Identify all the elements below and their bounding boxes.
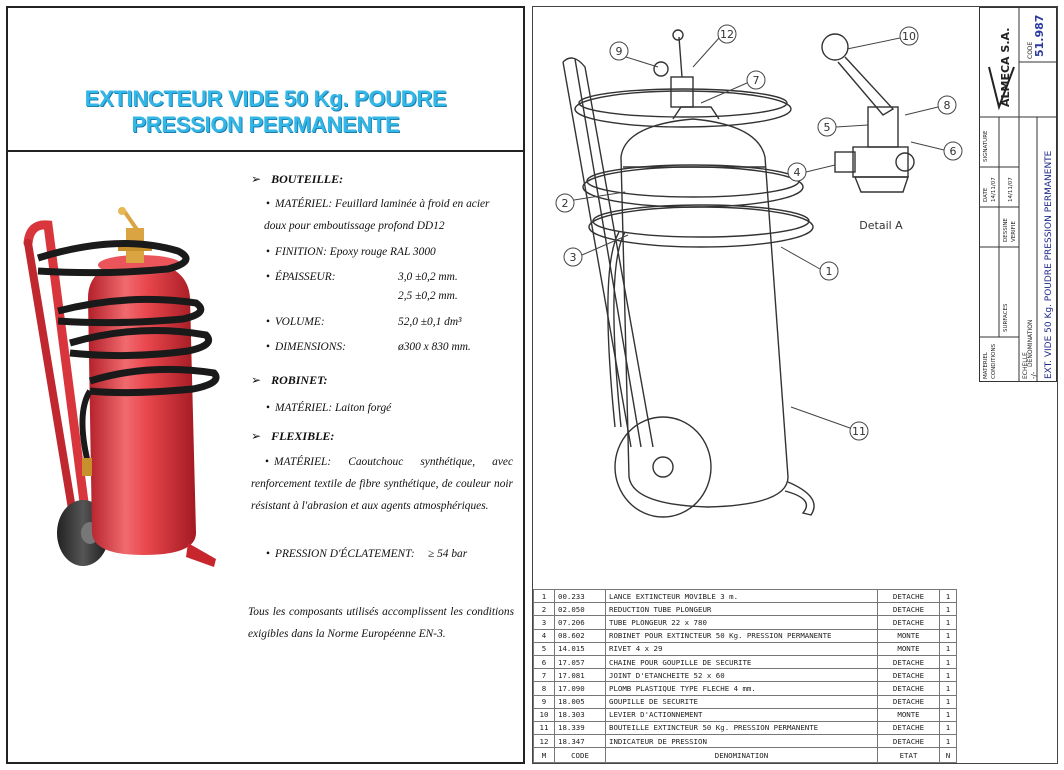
title-box <box>8 8 523 152</box>
table-cell: 07.206 <box>555 616 606 629</box>
callout-8: 8 <box>943 99 951 112</box>
bullet-icon: • <box>266 548 270 560</box>
table-cell: 18.347 <box>555 735 606 748</box>
table-cell: DETACHE <box>878 695 940 708</box>
table-cell: 1 <box>940 590 957 603</box>
table-cell: DETACHE <box>878 721 940 734</box>
detail-a-label: Detail A <box>859 219 903 232</box>
materiel-line-1: MATÉRIEL: Feuillard laminée à froid en acier <box>275 198 490 210</box>
epaisseur-value-2: 2,5 ±0,2 mm. <box>398 290 458 302</box>
conditions-label: CONDITIONS <box>991 343 997 379</box>
table-cell: 2 <box>534 603 555 616</box>
table-cell: 1 <box>940 629 957 642</box>
table-cell: DETACHE <box>878 669 940 682</box>
table-row <box>534 695 957 708</box>
table-header-cell: DENOMINATION <box>606 748 878 763</box>
section-label: FLEXIBLE: <box>271 429 335 443</box>
table-cell: DETACHE <box>878 616 940 629</box>
table-cell: ROBINET POUR EXTINCTEUR 50 Kg. PRESSION PERMANENTE <box>606 629 878 642</box>
dimensions-label: DIMENSIONS: <box>275 341 346 353</box>
robinet-materiel <box>266 397 512 419</box>
cylinder-outline <box>621 119 788 507</box>
callout-4: 4 <box>793 166 801 179</box>
title-block <box>979 7 1057 382</box>
table-cell: DETACHE <box>878 735 940 748</box>
signature-label: SIGNATURE <box>983 130 989 162</box>
table-row <box>534 721 957 734</box>
volume-label: VOLUME: <box>275 316 325 328</box>
table-row <box>534 603 957 616</box>
table-cell: 1 <box>940 616 957 629</box>
callout-1: 1 <box>825 265 833 278</box>
robinet-materiel-text: MATÉRIEL: Laiton forgé <box>275 402 392 414</box>
table-row <box>534 616 957 629</box>
section-label: BOUTEILLE: <box>271 172 344 186</box>
table-cell: 02.050 <box>555 603 606 616</box>
bullet-icon: • <box>266 198 270 210</box>
table-cell: 00.233 <box>555 590 606 603</box>
table-cell: LEVIER D'ACTIONNEMENT <box>606 708 878 721</box>
table-cell: 4 <box>534 629 555 642</box>
table-cell: BOUTEILLE EXTINCTEUR 50 Kg. PRESSION PERMANENTE <box>606 721 878 734</box>
bullet-icon: • <box>266 271 270 283</box>
finition-text: FINITION: Epoxy rouge RAL 3000 <box>275 246 436 258</box>
table-cell: GOUPILLE DE SECURITE <box>606 695 878 708</box>
section-bouteille-heading <box>251 172 343 187</box>
denomination-value: EXT. VIDE 50 Kg. POUDRE PRESSION PERMANENTE <box>1044 150 1054 379</box>
title-line-2: PRESSION PERMANENTE <box>131 112 400 137</box>
table-cell: 1 <box>940 735 957 748</box>
detail-lever-knob <box>822 34 848 60</box>
extinguisher-photo <box>18 203 248 583</box>
table-row <box>534 735 957 748</box>
table-cell: INDICATEUR DE PRESSION <box>606 735 878 748</box>
bullet-icon: • <box>266 341 270 353</box>
table-cell: 3 <box>534 616 555 629</box>
table-cell: 10 <box>534 708 555 721</box>
flexible-materiel-text: MATÉRIEL: Caoutchouc synthétique, avec renforcement textile de fibre synthétique, de couleur noir résistant à l'abrasion et aux agents atmosphériques. <box>251 456 513 512</box>
table-cell: 18.303 <box>555 708 606 721</box>
table-cell: 9 <box>534 695 555 708</box>
table-cell: 12 <box>534 735 555 748</box>
callout-2: 2 <box>561 197 569 210</box>
bullet-icon: • <box>266 246 270 258</box>
table-cell: 1 <box>940 642 957 655</box>
company-name: ALMECA S.A. <box>999 27 1012 107</box>
table-cell: 1 <box>940 655 957 668</box>
bouteille-epaisseur <box>266 266 512 288</box>
table-cell: DETACHE <box>878 603 940 616</box>
table-cell: 1 <box>940 669 957 682</box>
table-cell: 5 <box>534 642 555 655</box>
table-cell: 1 <box>940 708 957 721</box>
callout-10: 10 <box>902 30 916 43</box>
denomination-label: DENOMINATION <box>1027 319 1034 367</box>
table-cell: 1 <box>940 682 957 695</box>
table-cell: MONTE <box>878 642 940 655</box>
table-header-cell: N <box>940 748 957 763</box>
callout-9: 9 <box>615 45 623 58</box>
bouteille-dimensions <box>266 336 512 358</box>
flexible-materiel <box>251 451 513 517</box>
arrow-icon: ➢ <box>251 429 262 443</box>
section-flexible-heading <box>251 429 334 444</box>
parts-table <box>533 589 957 763</box>
code-value: 51.987 <box>1033 14 1046 57</box>
bouteille-finition <box>266 241 512 263</box>
table-cell: 1 <box>940 695 957 708</box>
table-row <box>534 642 957 655</box>
table-row <box>534 655 957 668</box>
table-cell: DETACHE <box>878 682 940 695</box>
table-row <box>534 682 957 695</box>
table-cell: 18.005 <box>555 695 606 708</box>
table-cell: 1 <box>534 590 555 603</box>
date-1: 14/11/07 <box>991 177 997 202</box>
table-row <box>534 708 957 721</box>
bullet-icon: • <box>265 456 269 468</box>
arrow-icon: ➢ <box>251 373 262 387</box>
echelle-label: ECHELLE <box>1022 352 1029 379</box>
materiel-label: MATERIEL <box>983 352 989 379</box>
callout-11: 11 <box>852 425 866 438</box>
table-cell: 1 <box>940 603 957 616</box>
table-cell: PLOMB PLASTIQUE TYPE FLECHE 4 mm. <box>606 682 878 695</box>
table-row <box>534 669 957 682</box>
table-header-cell: ETAT <box>878 748 940 763</box>
date-label: DATE <box>983 187 989 202</box>
table-row <box>534 629 957 642</box>
table-cell: 14.015 <box>555 642 606 655</box>
table-cell: 18.339 <box>555 721 606 734</box>
arrow-icon: ➢ <box>251 172 262 186</box>
echelle-value: -/- <box>1030 371 1038 379</box>
callout-5: 5 <box>823 121 831 134</box>
verifie-label: VERIFIE <box>1011 221 1017 242</box>
table-cell: 08.602 <box>555 629 606 642</box>
bullet-icon: • <box>266 316 270 328</box>
callout-6: 6 <box>949 145 957 158</box>
table-header-cell: M <box>534 748 555 763</box>
table-cell: 1 <box>940 721 957 734</box>
technical-drawing-sheet <box>532 6 1058 764</box>
epaisseur-label: ÉPAISSEUR: <box>275 271 336 283</box>
table-row <box>534 590 957 603</box>
table-cell: 8 <box>534 682 555 695</box>
table-cell: 6 <box>534 655 555 668</box>
table-cell: DETACHE <box>878 655 940 668</box>
callout-3: 3 <box>569 251 577 264</box>
table-cell: 17.090 <box>555 682 606 695</box>
callout-12: 12 <box>720 28 734 41</box>
table-cell: 17.057 <box>555 655 606 668</box>
callout-7: 7 <box>752 74 760 87</box>
table-cell: DETACHE <box>878 590 940 603</box>
bouteille-materiel <box>266 193 512 215</box>
table-cell: REDUCTION TUBE PLONGEUR <box>606 603 878 616</box>
bullet-icon: • <box>266 402 270 414</box>
epaisseur-value-1: 3,0 ±0,2 mm. <box>398 271 458 283</box>
footer-note: Tous les composants utilisés accomplissent les conditions exigibles dans la Norme Européenne EN-3. <box>248 606 514 640</box>
pression-label: PRESSION D'ÉCLATEMENT: <box>275 548 415 560</box>
table-cell: CHAINE POUR GOUPILLE DE SECURITE <box>606 655 878 668</box>
title-line-1: EXTINCTEUR VIDE 50 Kg. POUDRE <box>84 86 447 111</box>
table-cell: RIVET 4 x 29 <box>606 642 878 655</box>
table-cell: MONTE <box>878 629 940 642</box>
technical-drawing <box>533 7 979 587</box>
section-label: ROBINET: <box>271 373 328 387</box>
table-cell: 7 <box>534 669 555 682</box>
surfaces-label: SURFACES <box>1003 303 1009 332</box>
flexible-pression <box>266 543 512 565</box>
product-sheet <box>6 6 525 764</box>
table-cell: MONTE <box>878 708 940 721</box>
dessine-label: DESSINE <box>1003 218 1009 242</box>
code-label: CODE <box>1027 41 1034 59</box>
table-cell: LANCE EXTINCTEUR MOVIBLE 3 m. <box>606 590 878 603</box>
date-2: 14/11/07 <box>1008 177 1014 202</box>
table-header-row <box>534 748 957 763</box>
bouteille-materiel-line2: doux pour emboutissage profond DD12 <box>264 220 445 232</box>
page-title <box>8 86 523 138</box>
pression-value: ≥ 54 bar <box>428 548 468 560</box>
table-cell: 17.081 <box>555 669 606 682</box>
table-cell: TUBE PLONGEUR 22 x 780 <box>606 616 878 629</box>
volume-value: 52,0 ±0,1 dm³ <box>398 316 462 328</box>
bouteille-volume <box>266 311 512 333</box>
dimensions-value: ø300 x 830 mm. <box>398 341 471 353</box>
table-header-cell: CODE <box>555 748 606 763</box>
section-robinet-heading <box>251 373 328 388</box>
hose-coil <box>575 91 791 127</box>
table-cell: JOINT D'ETANCHEITE 52 x 60 <box>606 669 878 682</box>
table-cell: 11 <box>534 721 555 734</box>
